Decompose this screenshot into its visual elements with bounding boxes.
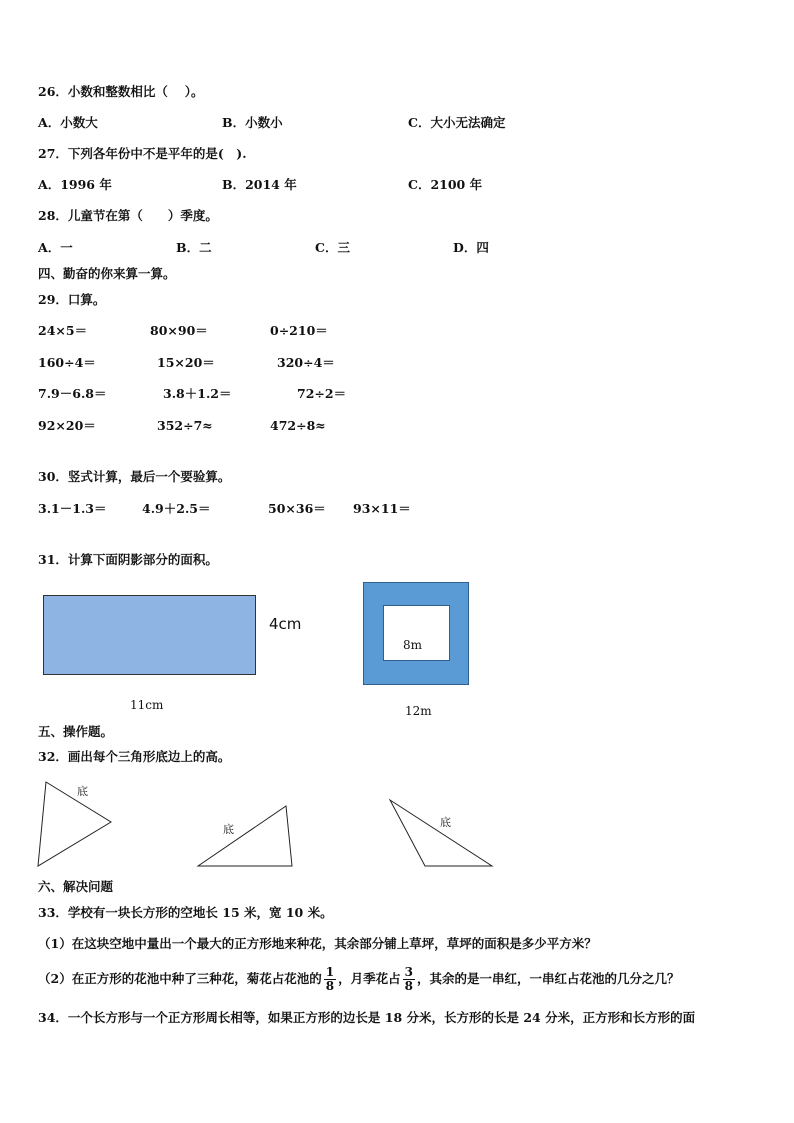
q29-item: 3.8＋1.2＝ xyxy=(163,386,232,401)
rect-height-label: 4cm xyxy=(269,615,302,633)
q29-item: 160÷4＝ xyxy=(38,355,96,370)
outer-square-label: 12m xyxy=(405,704,432,718)
q26-option-b: B．小数小 xyxy=(222,115,283,130)
q33-stem: 33．学校有一块长方形的空地长 15 米，宽 10 米。 xyxy=(38,905,333,920)
q28-option-b: B．二 xyxy=(176,240,212,255)
q29-item: 24×5＝ xyxy=(38,323,88,338)
q29-stem: 29．口算。 xyxy=(38,292,106,307)
q30-item: 3.1－1.3＝ xyxy=(38,501,107,516)
triangle-1-base-label: 底 xyxy=(77,785,88,798)
q29-item: 92×20＝ xyxy=(38,418,96,433)
q28-option-c: C．三 xyxy=(315,240,350,255)
q27-option-b: B．2014 年 xyxy=(222,177,297,192)
q34-stem: 34．一个长方形与一个正方形周长相等，如果正方形的边长是 18 分米，长方形的长是 24 分米，正方形和长方形的面 xyxy=(38,1010,696,1025)
q29-item: 320÷4＝ xyxy=(277,355,335,370)
q32-stem: 32．画出每个三角形底边上的高。 xyxy=(38,749,231,764)
q33-sub2-part-b: ，月季花占 xyxy=(338,971,401,986)
q33-sub2-part-a: （2）在正方形的花池中种了三种花，菊花占花池的 xyxy=(38,971,322,986)
shaded-square-frame xyxy=(363,582,469,685)
inner-white-square xyxy=(383,605,450,661)
section-4-heading: 四、勤奋的你来算一算。 xyxy=(38,266,176,281)
section-6-heading: 六、解决问题 xyxy=(38,879,114,894)
q28-option-a: A．一 xyxy=(38,240,73,255)
q28-option-d: D．四 xyxy=(453,240,489,255)
q29-item: 0÷210＝ xyxy=(270,323,328,338)
q29-item: 15×20＝ xyxy=(157,355,215,370)
shaded-rectangle xyxy=(43,595,256,675)
q33-sub2-part-c: ，其余的是一串红，一串红占花池的几分之几？ xyxy=(416,971,680,986)
section-5-heading: 五、操作题。 xyxy=(38,724,114,739)
triangle-2-base-label: 底 xyxy=(223,823,234,836)
q29-item: 80×90＝ xyxy=(150,323,208,338)
fraction-three-eighths: $\frac{3}{8}$ xyxy=(404,965,413,993)
q29-item: 72÷2＝ xyxy=(297,386,347,401)
q30-item: 93×11＝ xyxy=(353,501,411,516)
q26-stem: 26．小数和整数相比（ ）。 xyxy=(38,84,204,99)
q30-item: 50×36＝ xyxy=(268,501,326,516)
q26-option-a: A．小数大 xyxy=(38,115,98,130)
triangle-3-base-label: 底 xyxy=(440,816,451,829)
q27-option-a: A．1996 年 xyxy=(38,177,112,192)
rect-width-label: 11cm xyxy=(130,698,164,712)
q33-sub2 xyxy=(38,964,679,994)
q31-stem: 31．计算下面阴影部分的面积。 xyxy=(38,552,218,567)
q29-item: 352÷7≈ xyxy=(157,418,213,433)
q33-sub1: （1）在这块空地中量出一个最大的正方形地来种花，其余部分铺上草坪，草坪的面积是多少平方米？ xyxy=(38,936,597,951)
q30-item: 4.9＋2.5＝ xyxy=(142,501,211,516)
q27-option-c: C．2100 年 xyxy=(408,177,483,192)
q29-item: 472÷8≈ xyxy=(270,418,326,433)
q27-stem: 27．下列各年份中不是平年的是( ). xyxy=(38,146,247,161)
q30-stem: 30．竖式计算，最后一个要验算。 xyxy=(38,469,231,484)
q28-stem: 28．儿童节在第（ ）季度。 xyxy=(38,208,218,223)
q29-item: 7.9－6.8＝ xyxy=(38,386,107,401)
q26-option-c: C．大小无法确定 xyxy=(408,115,506,130)
fraction-one-eighth: $\frac{1}{8}$ xyxy=(325,965,335,993)
inner-square-label: 8m xyxy=(403,638,423,652)
